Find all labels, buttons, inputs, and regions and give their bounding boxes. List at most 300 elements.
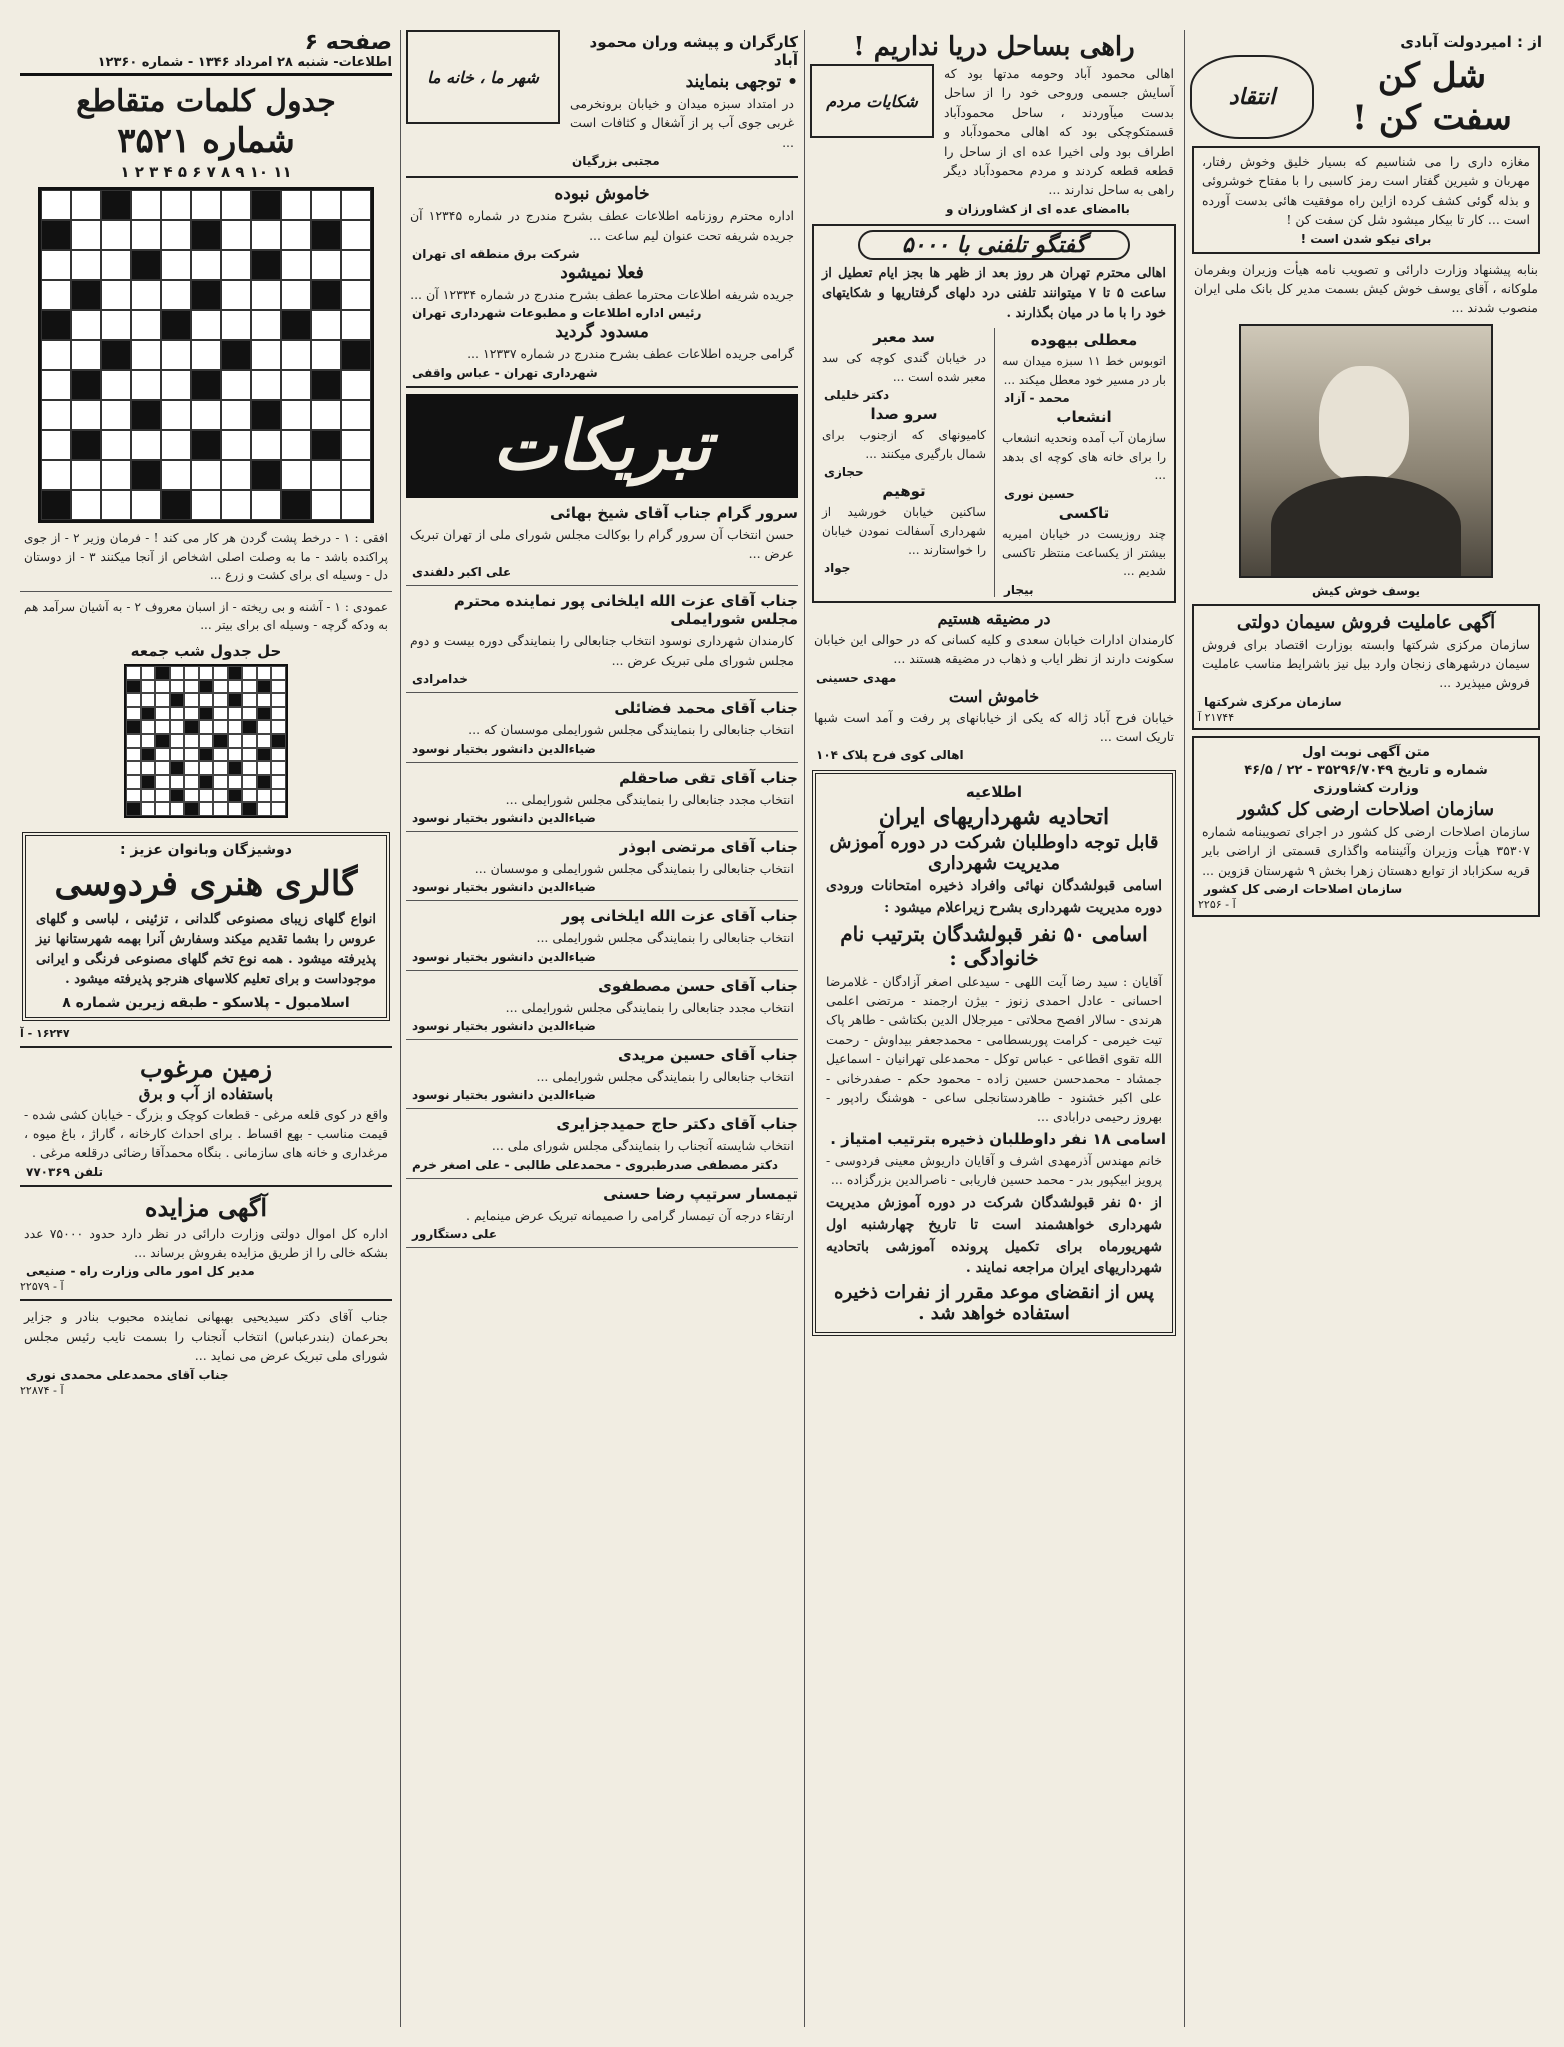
tabrikat-item [406,1115,798,1178]
crossword-cell[interactable] [251,220,281,250]
crossword-cell [191,220,221,250]
raahi-headline: راهی بساحل دریا نداریم ! [853,32,1135,62]
crossword-cell [131,250,161,280]
solution-cell [242,789,257,803]
solution-grid [124,664,288,818]
phone-item-title: سد معبر [873,328,935,347]
solution-cell [213,666,228,680]
crossword-cell[interactable] [281,250,311,280]
phone-box [812,224,1176,603]
crossword-cell [41,310,71,340]
solution-cell [242,748,257,762]
ettehadieh-subtitle: قابل توجه داوطلبان شرکت در دوره آموزش مدیریت شهرداری [829,832,1159,875]
crossword-cell [101,190,131,220]
crossword-cell[interactable] [311,250,341,280]
crossword-horizontal-clues: افقی : ۱ - درخط پشت گردن هر کار می کند ! - فرمان وزیر ۲ - از جوی پراکنده باشد - ما به وصلت اصلی اشخاص از آنجا میکنند ۳ - از دوستان دل - وسیله ای برای کشت و زرع ... [24,531,389,583]
tabrikat-item-body: انتخاب مجدد جنابعالی را بنمایندگی مجلس شورایملی ... [505,999,794,1015]
solution-cell [213,748,228,762]
laborers-body: در امتداد سبزه میدان و خیابان برونخرمی غربی جوی آب پر از آشغال و کثافات است ... [570,96,794,150]
solution-cell [126,680,141,694]
tabrikat-item-sign: ضیاءالدین دانشور بختیار نوسود [412,1019,596,1033]
ettehadieh-reserve: خانم مهندس آذرمهدی اشرف و آقایان داریوش معینی فردوسی - پرویز ابیکپور بدر - محمد حسین فاریابی - ناصرالدین بزرگزاده ... [826,1152,1162,1188]
solution-cell [184,734,199,748]
crossword-cell[interactable] [131,190,161,220]
tabrikat-item-sign: ضیاءالدین دانشور بختیار نوسود [412,1088,596,1103]
crossword-cell[interactable] [281,430,311,460]
solution-cell [155,680,170,694]
crossword-cell[interactable] [221,490,251,520]
solution-cell [228,734,243,748]
crossword-cell[interactable] [221,370,251,400]
crossword-cell[interactable] [131,340,161,370]
crossword-cell[interactable] [101,370,131,400]
crossword-cell [251,190,281,220]
crossword-cell[interactable] [161,400,191,430]
solution-cell [170,734,185,748]
ettehadieh-title: اتحادیه شهرداریهای ایران [878,804,1110,831]
solution-cell [271,680,286,694]
crossword-cell [311,430,341,460]
solution-cell [271,761,286,775]
crossword-cell[interactable] [281,340,311,370]
profile-body: بنابه پیشنهاد وزارت دارائی و تصویب نامه هیأت وزیران وبفرمان ملوکانه ، آقای یوسف خوش کیش بسمت مدیر کل بانک ملی ایران منصوب شدند ... [1194,261,1538,316]
solution-cell [141,775,156,789]
solution-cell [199,666,214,680]
crossword-cell[interactable] [341,400,371,430]
solution-cell [228,720,243,734]
solution-cell [228,775,243,789]
crossword-cell[interactable] [191,400,221,430]
crossword-cell [71,280,101,310]
crossword-cell [191,430,221,460]
gallery-ad [22,832,390,1021]
solution-cell [170,666,185,680]
tabrikat-list [406,504,798,1249]
solution-cell [170,802,185,816]
tabrikat-banner: تبریکات [406,394,798,498]
solution-cell [257,775,272,789]
crossword-cell[interactable] [131,430,161,460]
laborers-kicker: کارگران و پیشه وران محمود آباد [589,33,798,69]
solution-cell [141,680,156,694]
tabrikat-item-sign: خدامرادی [412,672,468,687]
crossword-cell[interactable] [161,220,191,250]
body-not-off: اداره محترم روزنامه اطلاعات عطف بشرح مندرج در شماره ۱۲۳۴۵ آن جریده شریفه تحت عنوان لیم ساعت ... [410,208,794,243]
solution-cell [170,748,185,762]
solution-cell [155,734,170,748]
crossword-cell [71,430,101,460]
tabrikat-item-sign: علی اکبر دلفندی [412,565,512,580]
crossword-cell [251,460,281,490]
crossword-cell[interactable] [221,250,251,280]
crossword-cell[interactable] [41,400,71,430]
crossword-cell[interactable] [71,190,101,220]
page-number: صفحه ۶ [304,30,392,55]
crossword-cell[interactable] [281,190,311,220]
tabrikat-item [406,504,798,587]
column-crossword [20,30,392,2027]
crossword-cell[interactable] [311,190,341,220]
crossword-cell[interactable] [191,490,221,520]
phone-item [818,482,990,575]
solution-cell [271,802,286,816]
crossword-cell[interactable] [101,280,131,310]
solution-cell [213,802,228,816]
solution-cell [126,761,141,775]
crossword-cell [311,370,341,400]
reform-numbers: شماره و تاریخ ۳۵۲۹۶/۷۰۴۹ - ۲۲ / ۴۶/۵ [1244,762,1488,778]
crossword-cell [41,220,71,250]
solution-cell [257,666,272,680]
khamoosh-sign: اهالی کوی فرح پلاک ۱۰۴ [816,748,964,763]
crossword-cell[interactable] [161,250,191,280]
solution-cell [141,761,156,775]
crossword-cell[interactable] [101,250,131,280]
crossword-cell[interactable] [311,490,341,520]
crossword-number: شماره ۳۵۲۱ [117,121,295,161]
solution-cell [257,680,272,694]
solution-cell [155,693,170,707]
crossword-cell[interactable] [71,310,101,340]
crossword-cell[interactable] [71,250,101,280]
phone-item-sign: حجازی [824,465,864,480]
solution-cell [170,761,185,775]
solution-cell [199,761,214,775]
crossword-cell [221,340,251,370]
solution-cell [170,789,185,803]
solution-cell [228,761,243,775]
solution-cell [271,748,286,762]
divider [1184,30,1185,2027]
crossword-grid[interactable] [38,187,374,523]
solution-cell [199,734,214,748]
body-closed: گرامی جریده اطلاعات عطف بشرح مندرج در شماره ۱۲۳۳۷ ... [467,346,794,362]
solution-cell [213,693,228,707]
solution-cell [257,693,272,707]
crossword-cell[interactable] [251,310,281,340]
solution-cell [228,802,243,816]
tabrikat-item-sign: ضیاءالدین دانشور بختیار نوسود [412,810,596,825]
solution-cell [170,693,185,707]
crossword-cell[interactable] [341,190,371,220]
crossword-cell[interactable] [101,460,131,490]
crossword-cell [101,340,131,370]
phone-item [998,504,1170,597]
profile-caption: یوسف خوش کیش [1311,583,1421,598]
divider [804,30,805,2027]
crossword-cell[interactable] [41,190,71,220]
tabrikat-item [406,592,798,693]
solution-cell [126,748,141,762]
crossword-cell[interactable] [311,460,341,490]
congrats-body: جناب آقای دکتر سیدیحیی بهبهانی نماینده محبوب بنادر و جزایر بحرعمان (بندرعباس) انتخاب آنجناب را بسمت نایب رئیس مجلس شورای ملی تبریک عرض می نماید ... [24,1309,388,1364]
phone-item-body: سازمان آب آمده ونحدیه انشعاب را برای خانه های کوچه ای بدهد ... [1002,431,1166,483]
crossword-cell [41,490,71,520]
solution-cell [184,775,199,789]
tabrikat-item-body: انتخاب جنابعالی را بنمایندگی مجلس شورایملی موسسان که ... [468,722,794,738]
tabrikat-item-body: ارتقاء درجه آن تیمسار گرامی را صمیمانه تبریک عرض مینمایم . [466,1207,794,1223]
crossword-cell[interactable] [341,460,371,490]
headline-not-now: فعلا نمیشود [560,262,644,283]
solution-cell [242,734,257,748]
gallery-ref: ۱۶۲۴۷ - آ [20,1026,70,1040]
crossword-cell[interactable] [341,370,371,400]
crossword-cell[interactable] [101,430,131,460]
crossword-cell[interactable] [311,400,341,430]
solution-cell [199,693,214,707]
solution-cell [184,666,199,680]
solution-cell [242,680,257,694]
crossword-cell [251,250,281,280]
solution-cell [126,693,141,707]
issue-line: اطلاعات- شنبه ۲۸ امرداد ۱۳۴۶ - شماره ۱۲۳۶۰ [20,55,392,76]
tabrikat-item-title: تیمسار سرتیپ رضا حسنی [603,1184,798,1203]
crossword-cell[interactable] [41,460,71,490]
tabrikat-item [406,699,798,762]
solution-cell [126,720,141,734]
solution-cell [213,680,228,694]
crossword-cell[interactable] [221,280,251,310]
tabrikat-item-body: انتخاب شایسته آنجناب را بنمایندگی مجلس شورای ملی ... [491,1138,794,1154]
crossword-cell[interactable] [71,490,101,520]
tabrikat-item-title: جناب آقای حسن مصطفوی [598,976,798,995]
crossword-cell[interactable] [251,280,281,310]
crossword-cell[interactable] [41,430,71,460]
crossword-cell[interactable] [191,460,221,490]
congrats-sign: جناب آقای محمدعلی محمدی نوری [26,1367,229,1382]
raahi-body: اهالی محمود آباد وحومه مدتها بود که آسایش جسمی وروحی خود را از ساحل بدست میآوردند ، ساحل محمودآباد قسمتکوچکی بود که اهالی محمودآباد و اطراف بود ولی اخیرا عده ای از ساحل را قطعه قطعه کردند و مردم محمودآباد دیگر راهی به ساحل ندارند ... [944,66,1174,198]
crossword-cell[interactable] [341,430,371,460]
crossword-cell[interactable] [161,190,191,220]
crossword-cell[interactable] [41,370,71,400]
crossword-cell [131,400,161,430]
crossword-cell[interactable] [131,490,161,520]
reform-title: سازمان اصلاحات ارضی کل کشور [1237,798,1495,820]
solution-cell [257,734,272,748]
phone-item-body: کامیونهای که ازجنوب برای شمال بارگیری میکنند ... [822,428,986,461]
crossword-cell[interactable] [221,400,251,430]
phone-item-title: سرو صدا [870,405,938,424]
solution-cell [155,761,170,775]
khamoosh-body: خیابان فرح آباد ژاله که یکی از خیابانهای پر رفت و آمد است شبها تاریک است ... [814,709,1174,744]
crossword-cell[interactable] [191,340,221,370]
solution-cell [257,748,272,762]
crossword-cell[interactable] [131,310,161,340]
crossword-cell[interactable] [191,190,221,220]
ettehadieh-footer2: پس از انقضای موعد مقرر از نفرات ذخیره استفاده خواهد شد . [834,1282,1154,1325]
land-title: زمین مرغوب [140,1053,272,1083]
solution-cell [141,802,156,816]
tabrikat-item-sign: علی دستگارور [412,1227,498,1242]
phone-item-sign: دکتر خلیلی [824,388,890,403]
crossword-cell[interactable] [101,490,131,520]
phone-item-sign: حسین نوری [1004,487,1075,502]
tabrikat-item-title: جناب آقای عزت الله ایلخانی پور [561,907,798,926]
crossword-cell[interactable] [311,310,341,340]
auction-title: آگهی مزایده [144,1192,268,1222]
crossword-cell[interactable] [221,310,251,340]
crossword-cell [71,370,101,400]
crossword-cell[interactable] [131,280,161,310]
phone-item-title: توهیم [882,482,926,501]
crossword-cell[interactable] [161,460,191,490]
crossword-cell[interactable] [251,490,281,520]
solution-cell [141,693,156,707]
cement-body: سازمان مرکزی شرکتها وابسته بوزارت اقتصاد برای فروش سیمان درشهرهای زنجان وارد بیل نیز باشرایط مناسب عاملیت فروش میپذیرد ... [1202,636,1530,691]
crossword-cell[interactable] [221,220,251,250]
solution-cell [271,775,286,789]
profile-photo [1239,324,1493,578]
solution-cell [184,680,199,694]
tabrikat-item-sign: ضیاءالدین دانشور بختیار نوسود [412,949,596,964]
column-critique [1190,30,1542,2027]
phone-item [998,408,1170,501]
crossword-cell[interactable] [101,310,131,340]
auction-sign: مدیر کل امور مالی وزارت راه - صنیعی [26,1264,255,1279]
solution-cell [257,720,272,734]
phone-item [998,331,1170,405]
crossword-cell[interactable] [41,340,71,370]
crossword-cell[interactable] [281,400,311,430]
crossword-cell[interactable] [161,370,191,400]
solution-cell [271,666,286,680]
solution-cell [199,707,214,721]
crossword-cell[interactable] [281,370,311,400]
cement-ad [1192,604,1540,730]
phone-item-sign: بیجار [1004,582,1034,597]
solution-cell [184,761,199,775]
crossword-cell[interactable] [251,340,281,370]
note-headline: در مضیقه هستیم [937,608,1051,628]
reform-ref: آ - ۲۲۵۶ [1198,897,1236,911]
crossword-cell [161,310,191,340]
solution-cell [199,789,214,803]
crossword-cell [281,310,311,340]
tabrikat-item-body: انتخاب مجدد جنابعالی را بنمایندگی مجلس شورایملی ... [505,791,794,807]
solution-cell [271,720,286,734]
crossword-cell[interactable] [101,220,131,250]
solution-cell [242,693,257,707]
crossword-cell[interactable] [281,220,311,250]
phone-item-title: معطلی بیهوده [1030,331,1138,350]
tabrikat-item-title: سرور گرام جناب آقای شیخ بهائی [550,503,798,522]
phone-box-intro: اهالی محترم تهران هر روز بعد از ظهر ها بجز ایام تعطیل از ساعت ۵ تا ۷ میتوانند تلفنی درد دلهای گرفتاریها و شکایتهای خود را با ما در میان بگذارند . [822,265,1166,321]
raahi-sign: باامضای عده ای از کشاورزان و [946,201,1130,216]
crossword-cell[interactable] [281,460,311,490]
crossword-cell[interactable] [161,340,191,370]
crossword-cell [251,400,281,430]
crossword-cell[interactable] [311,340,341,370]
solution-cell [126,734,141,748]
solution-cell [228,748,243,762]
crossword-cell[interactable] [71,220,101,250]
reform-pre: متن آگهی نوبت اول [1302,744,1430,760]
tabrikat-item-sign: ضیاءالدین دانشور بختیار نوسود [412,741,596,756]
solution-cell [242,761,257,775]
crossword-cell[interactable] [161,430,191,460]
crossword-cell[interactable] [71,340,101,370]
critique-end-line: برای نیکو شدن است ! [1300,231,1432,246]
crossword-cell[interactable] [341,280,371,310]
crossword-cell[interactable] [41,280,71,310]
solution-cell [242,707,257,721]
crossword-cell[interactable] [251,370,281,400]
crossword-cell[interactable] [41,250,71,280]
khamoosh-headline: خاموش است [948,686,1040,706]
tabrikat-item [406,1046,798,1109]
crossword-cell[interactable] [101,400,131,430]
crossword-cell[interactable] [341,310,371,340]
crossword-cell[interactable] [131,370,161,400]
crossword-cell [281,490,311,520]
crossword-cell [131,460,161,490]
phone-item-body: در خیابان گندی کوچه کی سد معبر شده است ... [822,351,986,384]
solution-cell [228,789,243,803]
crossword-cell[interactable] [341,220,371,250]
crossword-cell[interactable] [251,430,281,460]
solution-cell [242,802,257,816]
critique-author: از : امیردولت آبادی [1400,33,1542,51]
crossword-cell[interactable] [221,460,251,490]
tabrikat-item-sign: دکتر مصطفی صدرطبروی - محمدعلی طالبی - علی اصغر خرم [412,1157,779,1172]
phone-box-logo: گفتگو تلفنی با ۵۰۰۰ [858,230,1130,260]
crossword-cell[interactable] [191,310,221,340]
tabrikat-item-body: کارمندان شهرداری نوسود انتخاب جنابعالی را بنمایندگی دوره بیست و دوم مجلس شورای ملی تبریک عرض ... [410,633,794,668]
cement-sign: سازمان مرکزی شرکتها [1204,694,1342,709]
crossword-cell[interactable] [71,460,101,490]
tabrikat-item-title: جناب آقای حسین مریدی [617,1046,798,1064]
crossword-cell[interactable] [131,220,161,250]
ettehadieh-names: آقایان : سید رضا آیت اللهی - سیدعلی اصغر آزادگان - غلامرضا احسانی - عادل احمدی زنوز - بیژن ارجمند - مرتضی اعلمی هرندی - سالار افصح محلاتی - میرجلال الدین بکتاشی - طاهر پاک تیت خیرمی - کرامت پوربسطامی - محمدجعفر بیداوش - رحمت الله تقوی اقطاعی - عباس توکل - محمدعلی تهرانیان - اسماعیل جمشاد - محمدحسن حسین زاده - محمود حکم - صفدرخانی - علی اکبر خشنود - طاهردستانجلی ساعی - هوشنگ رادپور - بهروز رحیمی درابادی ... [826,973,1162,1125]
solution-cell [213,789,228,803]
auction-ref: آ - ۲۲۵۷۹ [20,1280,64,1294]
solution-cell [199,680,214,694]
crossword-cell[interactable] [191,250,221,280]
note-sign: مهدی حسینی [816,670,897,685]
tabrikat-item-title: جناب آقای دکتر حاج حمیدجزایری [556,1115,798,1134]
solution-cell [184,802,199,816]
solution-cell [271,707,286,721]
solution-cell [271,789,286,803]
phone-item-sign: محمد - آزاد [1004,391,1070,406]
phone-item [818,405,990,479]
complaints-logo [810,64,934,138]
phone-item [818,328,990,402]
crossword-cell[interactable] [341,250,371,280]
solution-label: حل جدول شب جمعه [130,641,282,660]
crossword-cell [311,220,341,250]
crossword-cell[interactable] [341,490,371,520]
crossword-cell[interactable] [161,280,191,310]
solution-cell [141,720,156,734]
critique-title-line1: شل کن [1377,56,1487,96]
phone-item-sign: جواد [824,561,851,576]
tabrikat-item-title: جناب آقای تقی صاحقلم [619,768,798,787]
solution-cell [141,666,156,680]
gallery-name: گالری هنری فردوسی [54,863,358,904]
crossword-vertical-clues: عمودی : ۱ - آشنه و بی ریخته - از اسبان معروف ۲ - به آشیان سرآمد هم به ودکه گرچه - وسیله ای برای بیتر ... [24,599,388,633]
body-not-now: جریده شریفه اطلاعات محترما عطف بشرح مندرج در شماره ۱۲۳۳۴ آن ... [410,286,794,302]
solution-cell [184,748,199,762]
solution-cell [184,720,199,734]
headline-closed: مسدود گردید [555,322,649,343]
solution-cell [155,748,170,762]
crossword-cell[interactable] [71,400,101,430]
crossword-cell[interactable] [281,280,311,310]
crossword-cell[interactable] [221,190,251,220]
congrats-ref: آ - ۲۲۸۷۴ [20,1383,64,1397]
crossword-cell[interactable] [221,430,251,460]
